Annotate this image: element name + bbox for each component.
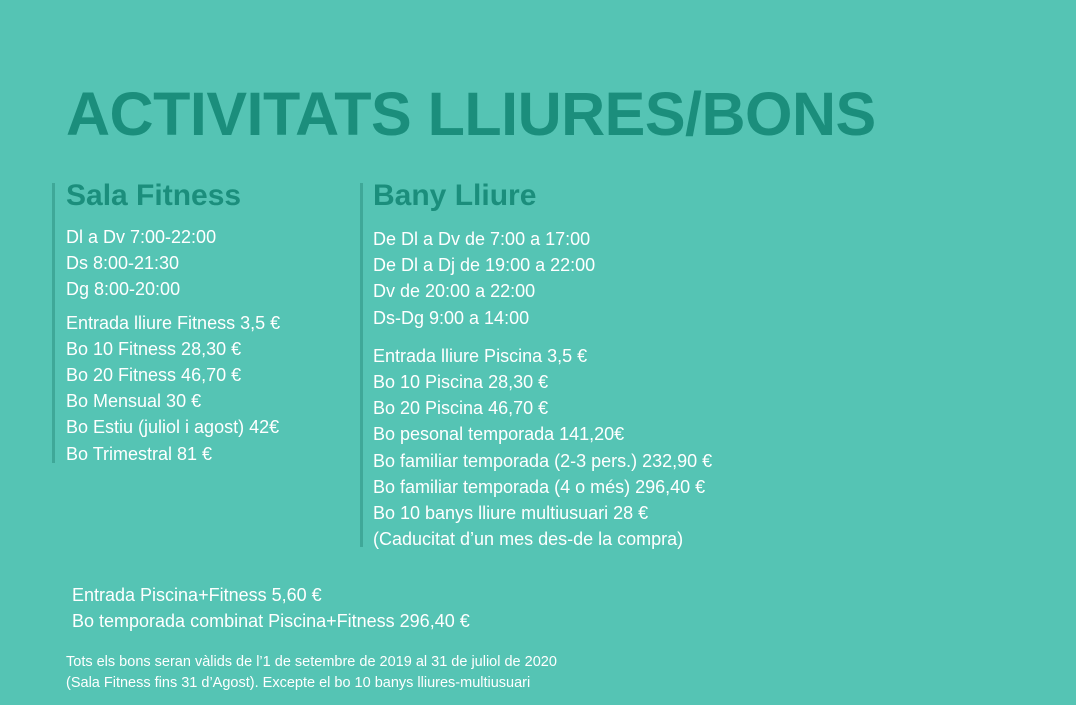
price-line: Entrada lliure Piscina 3,5 € — [373, 345, 588, 366]
hours-line: De Dl a Dj de 19:00 a 22:00 — [373, 255, 596, 276]
combined-prices — [72, 582, 470, 634]
price-line: Bo pesonal temporada 141,20€ — [373, 424, 625, 445]
price-line: Bo 10 banys lliure multiusuari 28 € — [373, 503, 649, 524]
bany-lliure-section — [360, 179, 813, 550]
hours-line: Dl a Dv 7:00-22:00 — [66, 227, 217, 247]
hours-line: Ds 8:00-21:30 — [66, 253, 180, 274]
bany-lliure-prices — [373, 343, 813, 553]
price-line: Bo temporada combinat Piscina+Fitness 296,40 € — [72, 611, 470, 631]
bany-lliure-heading: Bany Lliure — [373, 179, 537, 212]
price-line: Bo 20 Piscina 46,70 € — [373, 398, 549, 419]
price-line: Bo familiar temporada (4 o més) 296,40 € — [373, 476, 706, 497]
bany-lliure-hours — [373, 226, 813, 331]
hours-line: Ds-Dg 9:00 a 14:00 — [373, 307, 530, 328]
price-line: Entrada Piscina+Fitness 5,60 € — [72, 585, 322, 605]
price-line: Bo familiar temporada (2-3 pers.) 232,90 € — [373, 450, 713, 471]
sala-fitness-hours — [66, 224, 356, 303]
price-line: Bo Estiu (juliol i agost) 42€ — [66, 417, 280, 438]
sala-fitness-heading: Sala Fitness — [66, 179, 242, 212]
sala-fitness-prices — [66, 310, 356, 467]
hours-line: Dg 8:00-20:00 — [66, 279, 181, 300]
page-title: ACTIVITATS LLIURES/BONS — [66, 80, 876, 148]
sala-fitness-section — [52, 179, 356, 464]
price-line: Bo Trimestral 81 € — [66, 443, 213, 464]
validity-footnote — [66, 652, 557, 694]
price-line: Bo 10 Piscina 28,30 € — [373, 372, 549, 393]
price-line: Bo 10 Fitness 28,30 € — [66, 338, 242, 359]
hours-line: Dv de 20:00 a 22:00 — [373, 281, 536, 302]
expiry-note: (Caducitat d’un mes des-de la compra) — [373, 529, 684, 550]
hours-line: De Dl a Dv de 7:00 a 17:00 — [373, 229, 591, 249]
footnote-line: Tots els bons seran vàlids de l’1 de setembre de 2019 al 31 de juliol de 2020 — [66, 654, 557, 670]
price-line: Bo Mensual 30 € — [66, 391, 202, 412]
footnote-line: (Sala Fitness fins 31 d’Agost). Excepte el bo 10 banys lliures-multiusuari — [66, 675, 531, 691]
price-line: Entrada lliure Fitness 3,5 € — [66, 312, 281, 333]
price-line: Bo 20 Fitness 46,70 € — [66, 365, 242, 386]
